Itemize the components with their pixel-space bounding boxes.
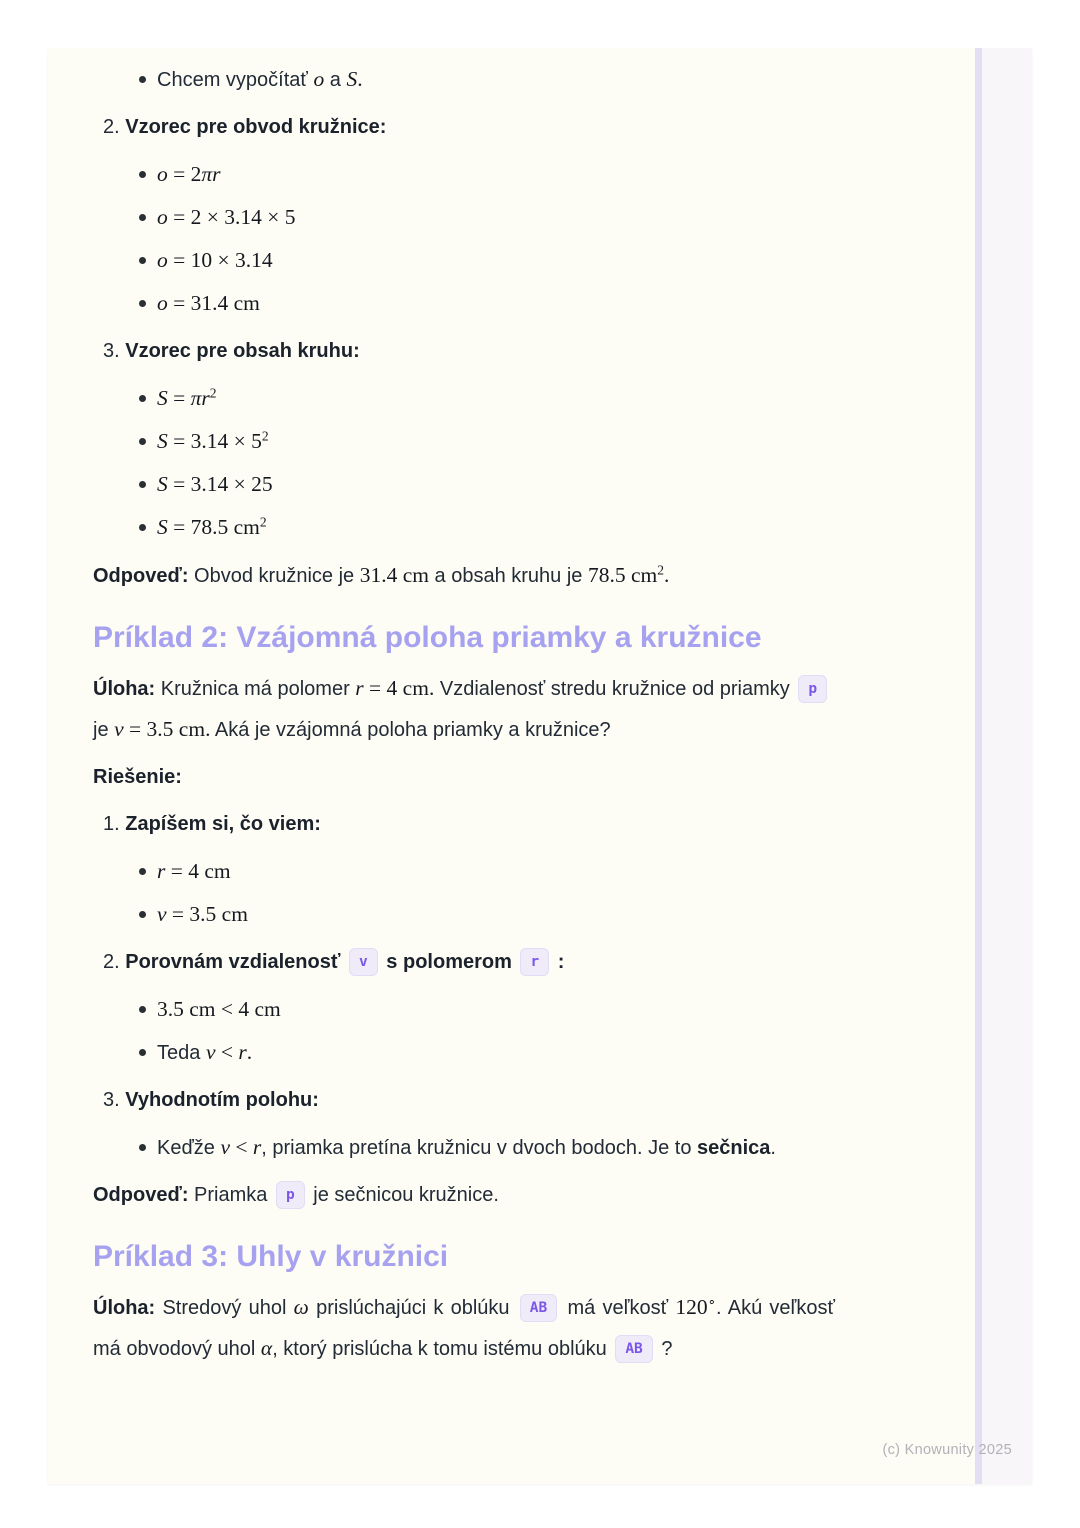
formula-item: 3.5 cm < 4 cm bbox=[93, 989, 835, 1030]
task-paragraph-3: Úloha: Stredový uhol ω prislúchajúci k oblúku AB má veľkosť 120∘. Akú veľkosť má obvodový uhol α, ktorý prislúcha k tomu istému oblúku AB ? bbox=[93, 1287, 835, 1369]
formula-item: o = 2πr bbox=[93, 154, 835, 195]
formula-item: S = 78.5 $cm^2$ bbox=[93, 507, 835, 548]
formula-item: $S = \pi r^2$ bbox=[93, 378, 835, 419]
formula-item: o = 2 × 3.14 × 5 bbox=[93, 197, 835, 238]
comparison-list bbox=[93, 989, 835, 1073]
scrollbar-thumb[interactable] bbox=[975, 48, 982, 1484]
section-heading-example-3: Príklad 3: Uhly v kružnici bbox=[93, 1240, 449, 1273]
evaluation-list bbox=[93, 1127, 835, 1168]
formula-item: v = 3.5 cm bbox=[93, 894, 835, 935]
inline-code-badge: v bbox=[349, 948, 378, 976]
list-item: Chcem vypočítať o a S. bbox=[93, 59, 835, 100]
numbered-step-2: 2. Porovnám vzdialenosť v s polomerom r : bbox=[93, 942, 835, 982]
copyright-watermark: (c) Knowunity 2025 bbox=[882, 1442, 1012, 1458]
area-formula-list bbox=[93, 378, 835, 548]
intro-bullet-list bbox=[93, 59, 835, 100]
numbered-step-1: 1. Zapíšem si, čo viem: bbox=[103, 813, 321, 835]
document-content bbox=[48, 48, 835, 1369]
circumference-formula-list bbox=[93, 154, 835, 324]
formula-item: S = 3.14 × 25 bbox=[93, 464, 835, 505]
inline-code-badge: p bbox=[798, 675, 827, 703]
answer-paragraph-1: Odpoveď: Obvod kružnice je 31.4 cm a obsah kruhu je 78.5 $cm^2$. bbox=[93, 562, 670, 587]
formula-item: o = 31.4 cm bbox=[93, 283, 835, 324]
formula-item: o = 10 × 3.14 bbox=[93, 240, 835, 281]
section-heading-example-2: Príklad 2: Vzájomná poloha priamky a kružnice bbox=[93, 621, 762, 654]
solution-label: Riešenie: bbox=[93, 766, 182, 788]
formula-item: r = 4 cm bbox=[93, 851, 835, 892]
known-values-list bbox=[93, 851, 835, 935]
document-page bbox=[48, 48, 1032, 1484]
answer-paragraph-2: Odpoveď: Priamka p je sečnicou kružnice. bbox=[93, 1175, 835, 1215]
formula-item: Teda v < r. bbox=[93, 1032, 835, 1073]
inline-code-badge: AB bbox=[615, 1335, 652, 1363]
list-item: Keďže v < r, priamka pretína kružnicu v dvoch bodoch. Je to sečnica. bbox=[93, 1127, 835, 1168]
numbered-item-2: 2. Vzorec pre obvod kružnice: bbox=[103, 116, 387, 138]
formula-item: $S = 3.14 \times 5^2$ bbox=[93, 421, 835, 462]
task-paragraph-2: Úloha: Kružnica má polomer r = 4 cm. Vzdialenosť stredu kružnice od priamky p je v = 3.5 cm. Aká je vzájomná poloha priamky a kružnice? bbox=[93, 668, 835, 750]
inline-code-badge: p bbox=[276, 1181, 305, 1209]
numbered-item-3: 3. Vzorec pre obsah kruhu: bbox=[103, 340, 360, 362]
inline-code-badge: AB bbox=[520, 1294, 557, 1322]
inline-code-badge: r bbox=[520, 948, 549, 976]
page-right-margin bbox=[982, 48, 1032, 1484]
numbered-step-3: 3. Vyhodnotím polohu: bbox=[103, 1089, 319, 1111]
